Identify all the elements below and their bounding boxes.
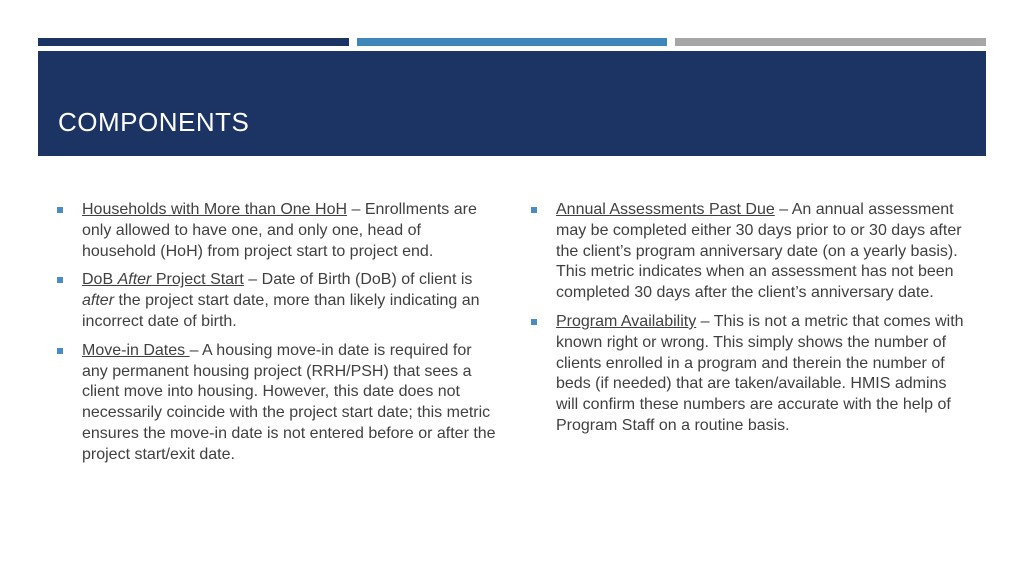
bullet-item-annual-assessments bbox=[531, 200, 971, 304]
bullet-square-icon bbox=[531, 319, 537, 325]
term-dob-part-b: Project Start bbox=[151, 271, 244, 289]
right-column bbox=[531, 200, 971, 445]
bullet-item-move-in bbox=[57, 341, 497, 466]
term-move-in-dates: Move-in Dates bbox=[82, 341, 190, 359]
bullet-item-program-availability bbox=[531, 312, 971, 437]
desc-annual-assessments: – An annual assessment may be completed either 30 days prior to or 30 days after the client’s program anniversary date (on a yearly basis). This metric indicates when an assessment has not been completed 30 days after the client’s anniversary date. bbox=[556, 201, 962, 302]
term-annual-assessments: Annual Assessments Past Due bbox=[556, 201, 775, 218]
accent-bar-navy bbox=[38, 38, 349, 46]
bullet-square-icon bbox=[57, 277, 63, 283]
desc-households-hoh: – Enrollments are only allowed to have one, and only one, head of household (HoH) from project start to project end. bbox=[82, 201, 477, 260]
bullet-item-dob bbox=[57, 270, 497, 332]
term-households-hoh: Households with More than One HoH bbox=[82, 201, 348, 218]
bullet-square-icon bbox=[57, 348, 63, 354]
bullet-square-icon bbox=[531, 207, 537, 213]
slide-title: COMPONENTS bbox=[58, 107, 250, 137]
accent-bar-blue bbox=[357, 38, 667, 46]
desc-program-availability: – This is not a metric that comes with known right or wrong. This simply shows the number of clients enrolled in a program and therein the number of beds (if needed) that are taken/available. HMIS admins will confirm these numbers are accurate with the help of Program Staff on a routine basis. bbox=[556, 312, 964, 434]
term-dob-italic: After bbox=[117, 271, 152, 289]
bullet-item-hoh bbox=[57, 200, 497, 262]
desc-dob-a: – Date of Birth (DoB) of client is bbox=[243, 271, 473, 289]
left-column bbox=[57, 200, 497, 474]
desc-dob-b: the project start date, more than likely indicating an incorrect date of birth. bbox=[82, 292, 480, 330]
bullet-square-icon bbox=[57, 207, 63, 213]
term-dob-part-a: DoB bbox=[82, 271, 118, 289]
term-program-availability: Program Availability bbox=[556, 312, 697, 330]
desc-dob-italic: after bbox=[82, 292, 115, 310]
accent-bar-gray bbox=[675, 38, 986, 46]
desc-move-in-dates: – A housing move-in date is required for any permanent housing project (RRH/PSH) that sees a client move into housing. However, this date does not necessarily coincide with the project start date; this metric ensures the move-in date is not entered before or after the project start/exit date. bbox=[82, 341, 496, 463]
term-dob-after-start bbox=[82, 271, 244, 288]
title-banner bbox=[38, 51, 986, 156]
